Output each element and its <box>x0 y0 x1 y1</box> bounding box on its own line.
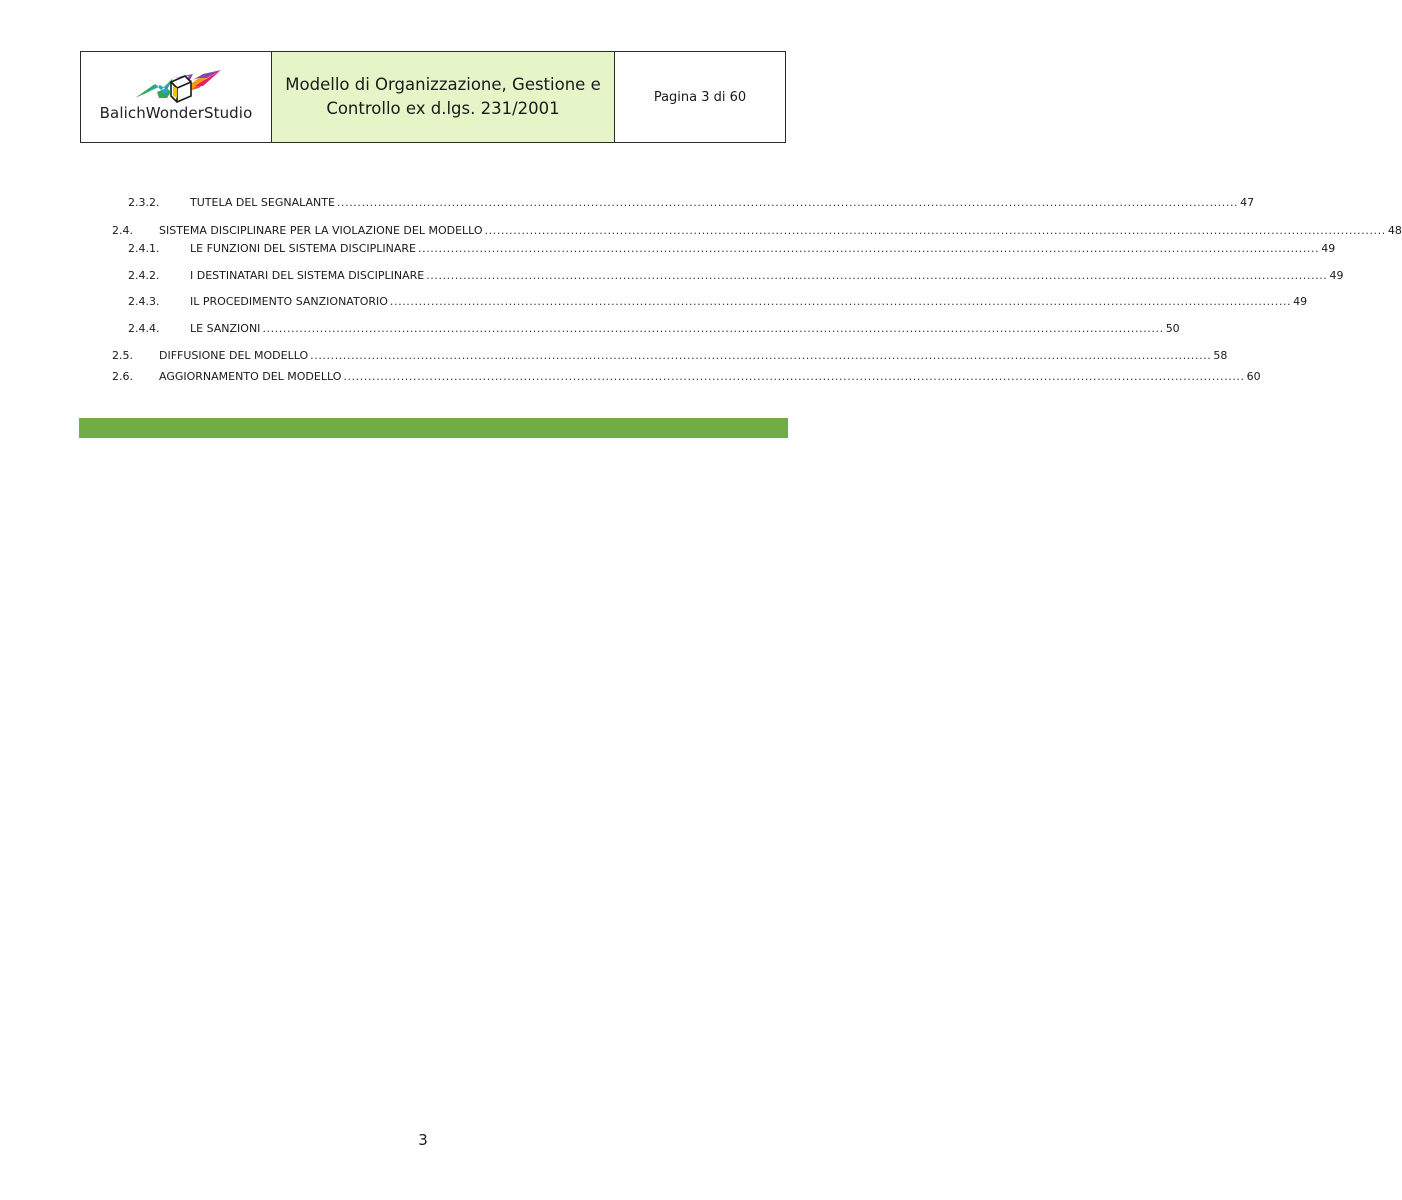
toc-entry-title: I DESTINATARI DEL SISTEMA DISCIPLINARE <box>190 269 425 282</box>
toc-entry-title: LE SANZIONI <box>190 322 261 335</box>
toc-entry-number: 2.4.3. <box>128 295 160 308</box>
toc-entry-page: 49 <box>1293 295 1308 308</box>
footer-page-number: 3 <box>418 1131 428 1149</box>
toc-entry-title: TUTELA DEL SEGNALANTE <box>190 196 335 209</box>
toc-entry-number: 2.3.2. <box>128 196 160 209</box>
toc-entry-title: LE FUNZIONI DEL SISTEMA DISCIPLINARE <box>190 242 416 255</box>
toc-leader-dots: ............................................................................................................................................................................................................................ <box>343 370 1245 383</box>
toc-entry-number: 2.4. <box>112 224 133 237</box>
toc-entry-title: AGGIORNAMENTO DEL MODELLO <box>159 370 342 383</box>
toc-entry-title: DIFFUSIONE DEL MODELLO <box>159 349 309 362</box>
toc-entry-page: 58 <box>1213 349 1228 362</box>
toc-leader-dots: ............................................................................................................................................................................................................................ <box>484 224 1386 237</box>
toc-entry[interactable] <box>112 369 1261 385</box>
toc-entry-number: 2.5. <box>112 349 133 362</box>
toc-entry-page: 47 <box>1240 196 1255 209</box>
toc-leader-dots: ............................................................................................................................................................................................................................ <box>262 322 1164 335</box>
toc-entry[interactable] <box>128 241 1336 257</box>
document-title-line-2: Controllo ex d.lgs. 231/2001 <box>326 99 560 118</box>
toc-entry[interactable] <box>128 268 1344 284</box>
table-of-contents <box>0 0 1402 400</box>
toc-entry-title: IL PROCEDIMENTO SANZIONATORIO <box>190 295 388 308</box>
logo-text: BalichWonderStudio <box>99 104 253 122</box>
toc-entry-page: 48 <box>1387 224 1402 237</box>
toc-leader-dots: ............................................................................................................................................................................................................................ <box>426 269 1328 282</box>
toc-entry-page: 50 <box>1165 322 1180 335</box>
toc-leader-dots: ............................................................................................................................................................................................................................ <box>389 295 1292 308</box>
toc-entry-page: 49 <box>1321 242 1336 255</box>
toc-entry[interactable] <box>128 321 1180 337</box>
toc-entry[interactable] <box>128 294 1308 310</box>
toc-entry[interactable] <box>112 348 1228 364</box>
toc-leader-dots: ............................................................................................................................................................................................................................ <box>418 242 1320 255</box>
toc-entry[interactable] <box>128 195 1255 211</box>
toc-entry-page: 49 <box>1329 269 1344 282</box>
toc-leader-dots: ............................................................................................................................................................................................................................ <box>310 349 1212 362</box>
toc-entry-number: 2.4.1. <box>128 242 160 255</box>
toc-leader-dots: ............................................................................................................................................................................................................................ <box>336 196 1239 209</box>
toc-entry-title: SISTEMA DISCIPLINARE PER LA VIOLAZIONE DEL MODELLO <box>159 224 483 237</box>
document-title-line-1: Modello di Organizzazione, Gestione e <box>285 75 601 94</box>
page-indicator: Pagina 3 di 60 <box>653 90 747 105</box>
toc-entry-number: 2.6. <box>112 370 133 383</box>
toc-entry[interactable] <box>112 223 1402 239</box>
toc-entry-number: 2.4.2. <box>128 269 160 282</box>
toc-entry-number: 2.4.4. <box>128 322 160 335</box>
toc-entry-page: 60 <box>1246 370 1261 383</box>
green-separator-bar <box>79 418 788 438</box>
